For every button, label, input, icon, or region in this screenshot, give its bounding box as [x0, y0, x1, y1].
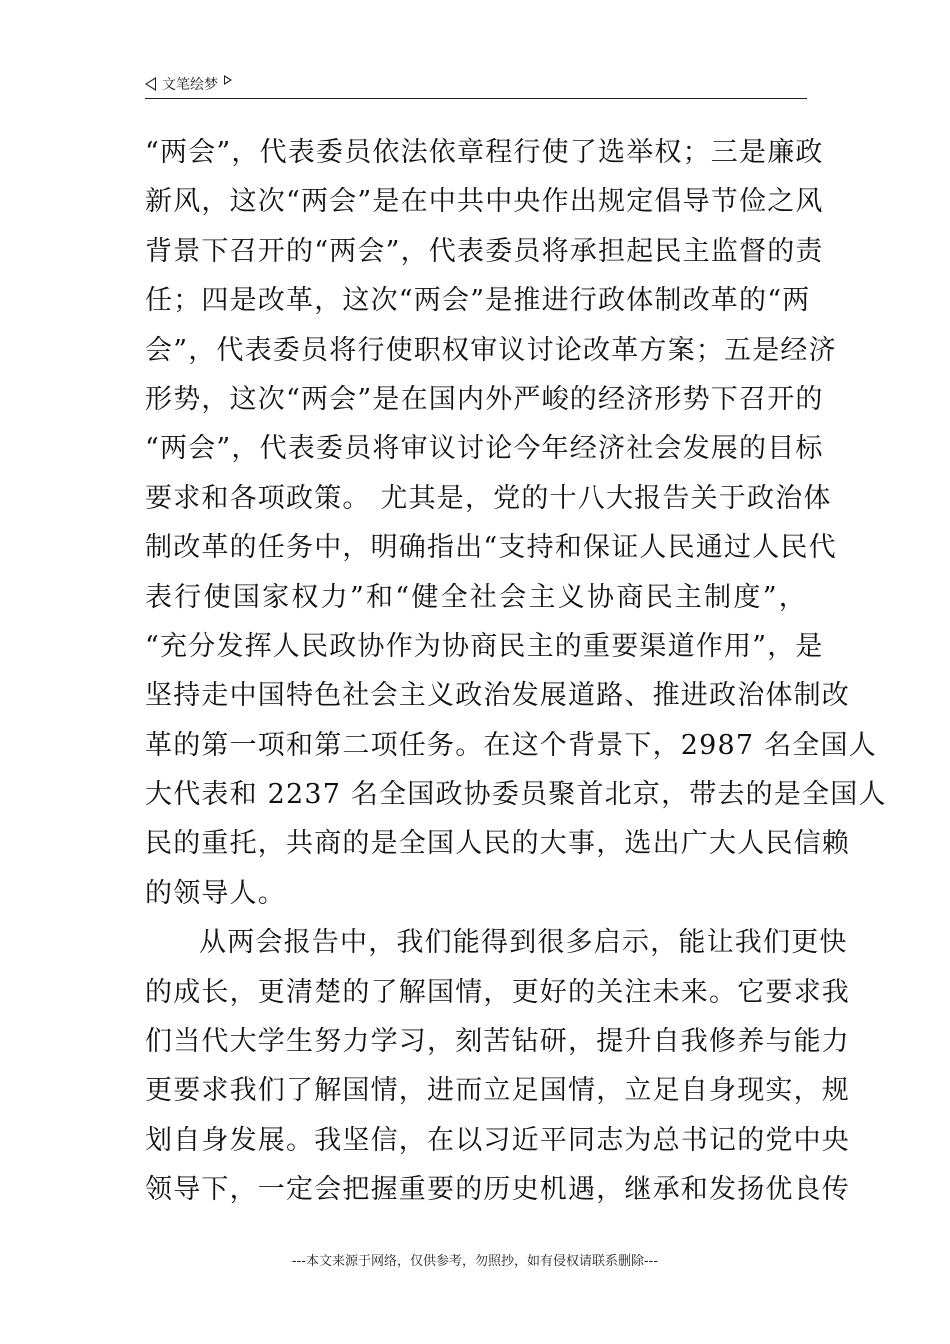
text-line: 新风，这次“两会”是在中共中央作出规定倡导节俭之风 — [145, 186, 824, 218]
text-line: “两会”，代表委员将审议讨论今年经济社会发展的目标 — [145, 433, 824, 465]
text-line: 划自身发展。我坚信，在以习近平同志为总书记的党中央 — [145, 1124, 850, 1156]
text-line: 任；四是改革，这次“两会”是推进行政体制改革的“两 — [145, 285, 811, 317]
text-line: 革的第一项和第二项任务。在这个背景下，2987 名全国人 — [145, 729, 877, 761]
text-line: “两会”，代表委员依法依章程行使了选举权；三是廉政 — [145, 137, 824, 168]
text-line: 会”，代表委员将行使职权审议讨论改革方案；五是经济 — [145, 334, 837, 366]
triangle-left-icon — [145, 77, 156, 91]
text-line: 更要求我们了解国情，进而立足国情，立足自身现实，规 — [145, 1075, 850, 1107]
text-line: 形势，这次“两会”是在国内外严峻的经济形势下召开的 — [145, 383, 824, 415]
triangle-right-icon — [224, 75, 232, 85]
text-line: 大代表和 2237 名全国政协委员聚首北京，带去的是全国人 — [145, 779, 887, 811]
text-line: “充分发挥人民政协作为协商民主的重要渠道作用”，是 — [145, 630, 824, 662]
text-line: 制改革的任务中，明确指出“支持和保证人民通过人民代 — [145, 532, 837, 564]
text-line: 要求和各项政策。 尤其是，党的十八大报告关于政治体 — [145, 482, 832, 514]
text-line: 背景下召开的“两会”，代表委员将承担起民主监督的责 — [145, 235, 824, 267]
text-line: 坚持走中国特色社会主义政治发展道路、推进政治体制改 — [145, 680, 850, 712]
text-line: 领导下，一定会把握重要的历史机遇，继承和发扬优良传 — [145, 1174, 850, 1206]
text-line: 的领导人。 — [145, 877, 286, 909]
text-line: 民的重托，共商的是全国人民的大事，选出广大人民信赖 — [145, 828, 850, 860]
text-line: 的成长，更清楚的了解国情，更好的关注未来。它要求我 — [145, 976, 850, 1008]
page-header — [145, 72, 807, 99]
text-line: 们当代大学生努力学习，刻苦钻研，提升自我修养与能力 — [145, 1026, 850, 1058]
text-line: 从两会报告中，我们能得到很多启示，能让我们更快 — [199, 927, 848, 959]
brand-name: 文笔绘梦 — [162, 77, 218, 93]
footer-notice: ---本文来源于网络，仅供参考，勿照抄，如有侵权请联系删除--- — [291, 1254, 659, 1269]
text-line: 表行使国家权力”和“健全社会主义协商民主制度”， — [145, 581, 807, 613]
header-brand — [145, 74, 232, 94]
document-body — [145, 128, 887, 1215]
